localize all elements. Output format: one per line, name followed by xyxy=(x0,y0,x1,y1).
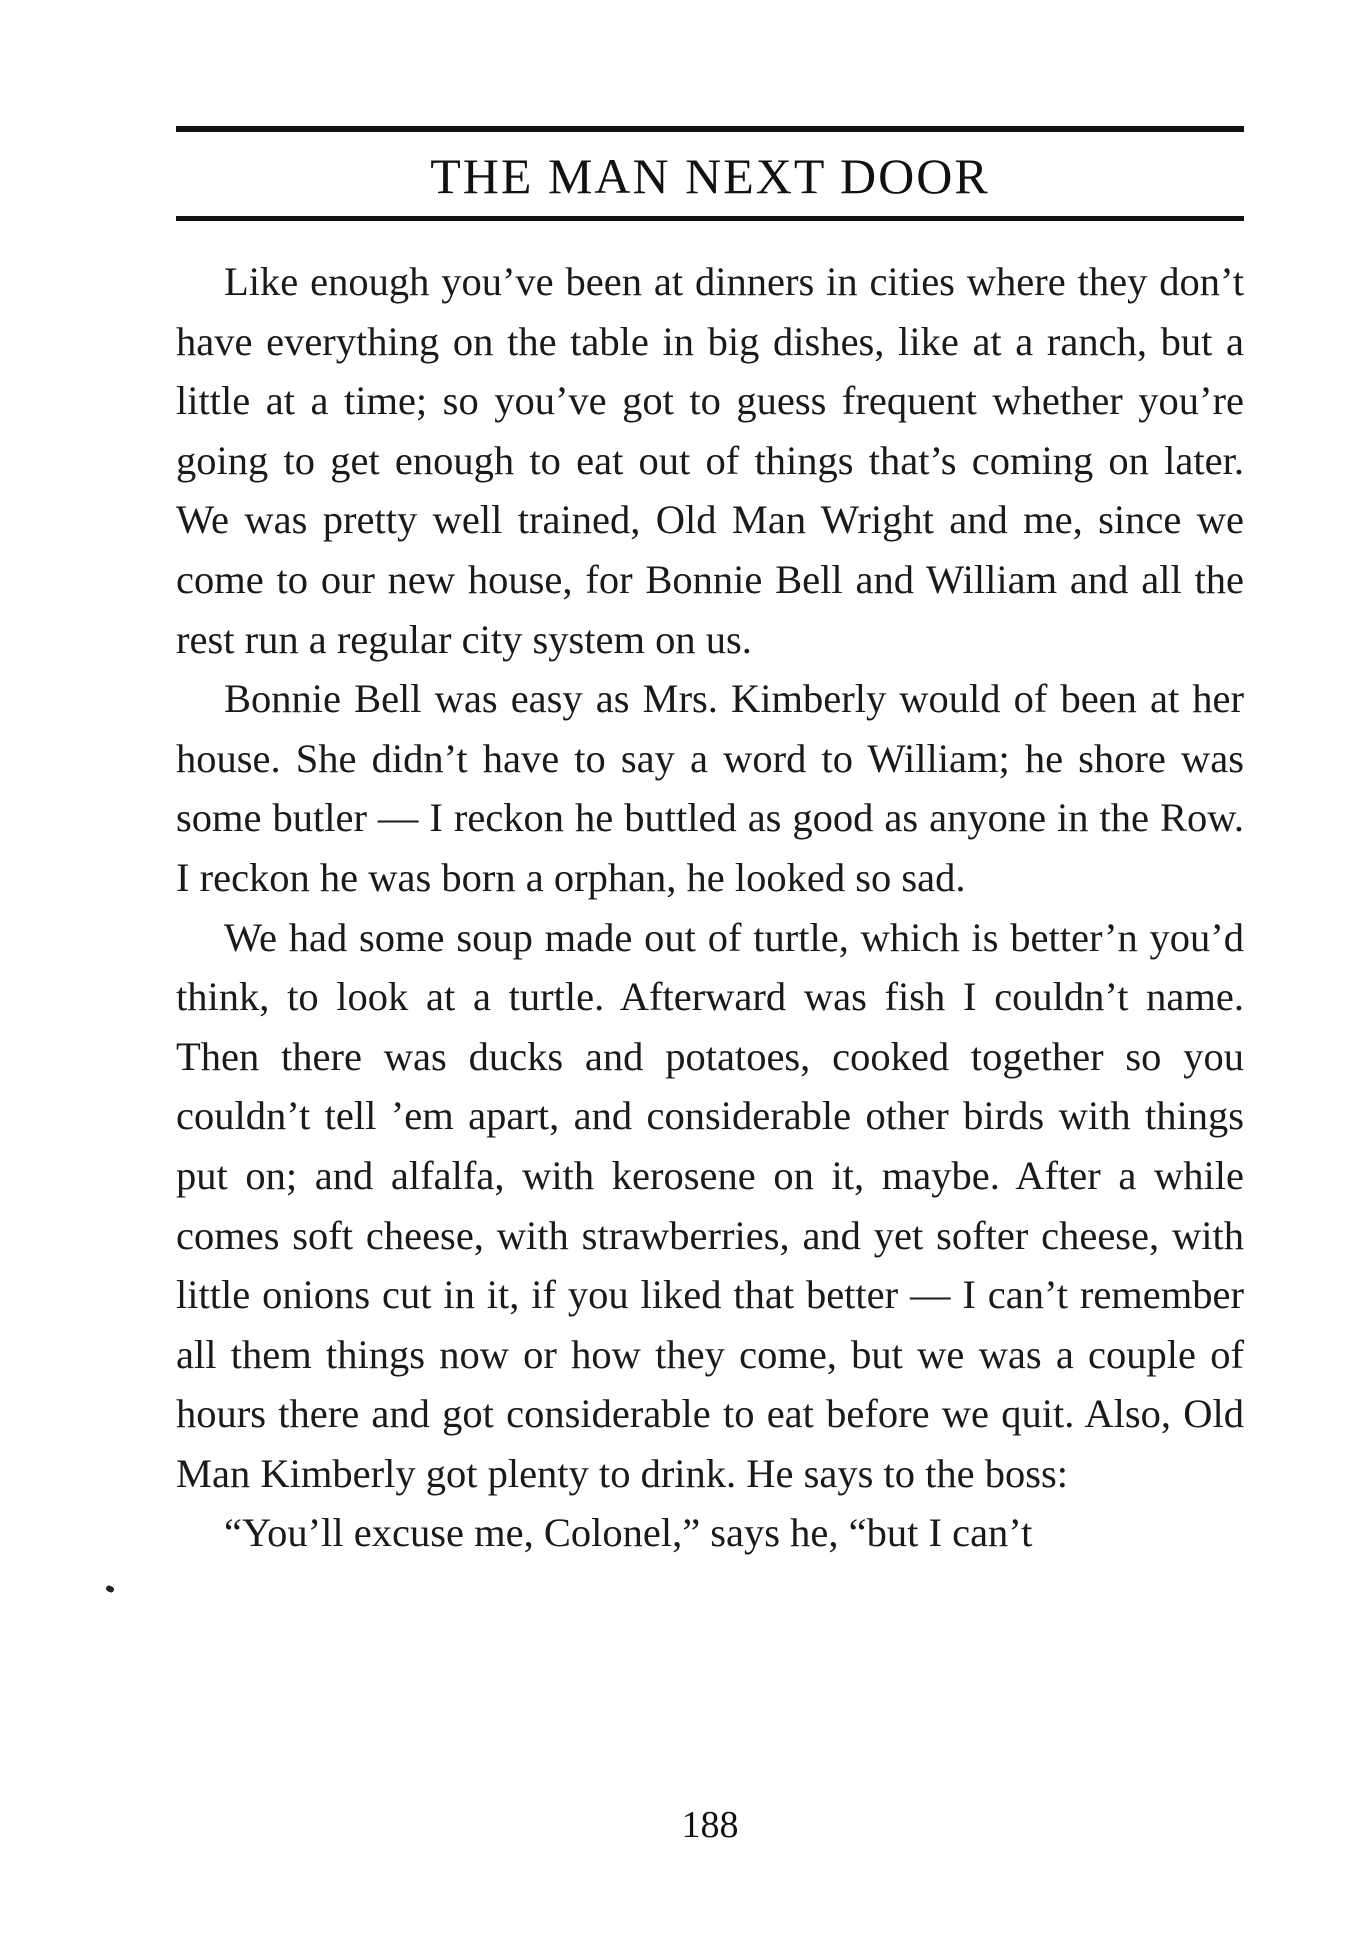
paragraph-4: “You’ll excuse me, Colonel,” says he, “but I can’t xyxy=(224,1510,1033,1556)
page-number: 188 xyxy=(681,1804,739,1846)
paragraph-3: We had some soup made out of turtle, which is better’n you’d think, to look at a turtle. Afterward was fish I couldn’t name. Then there was ducks and potatoes, cooked together so you couldn’t tell ’em apart, and considerable other birds with things put on; and alfalfa, with kerosene on it, maybe. After a while comes soft cheese, with strawberries, and yet softer cheese, with little onions cut in it, if you liked that better — I can’t remember all them things now or how they come, but we was a couple of hours there and got considerable to eat before we quit. Also, Old Man Kimberly got plenty to drink. He says to the boss: xyxy=(176,914,1244,1496)
body-text xyxy=(176,252,1244,1563)
paragraph-1: Like enough you’ve been at dinners in cities where they don’t have everything on the table in big dishes, like at a ranch, but a little at a time; so you’ve got to guess frequent whether you’re going to get enough to eat out of things that’s coming on later. We was pretty well trained, Old Man Wright and me, since we come to our new house, for Bonnie Bell and William and all the rest run a regular city system on us. xyxy=(176,259,1244,662)
paragraph-2: Bonnie Bell was easy as Mrs. Kimberly would of been at her house. She didn’t have to say a word to William; he shore was some butler — I reckon he buttled as good as anyone in the Row. I reckon he was born a orphan, he looked so sad. xyxy=(176,676,1244,900)
header-rule-bottom xyxy=(176,216,1244,221)
header-rule-top xyxy=(176,126,1244,132)
ink-speck xyxy=(105,1585,115,1594)
running-head: THE MAN NEXT DOOR xyxy=(430,148,990,204)
